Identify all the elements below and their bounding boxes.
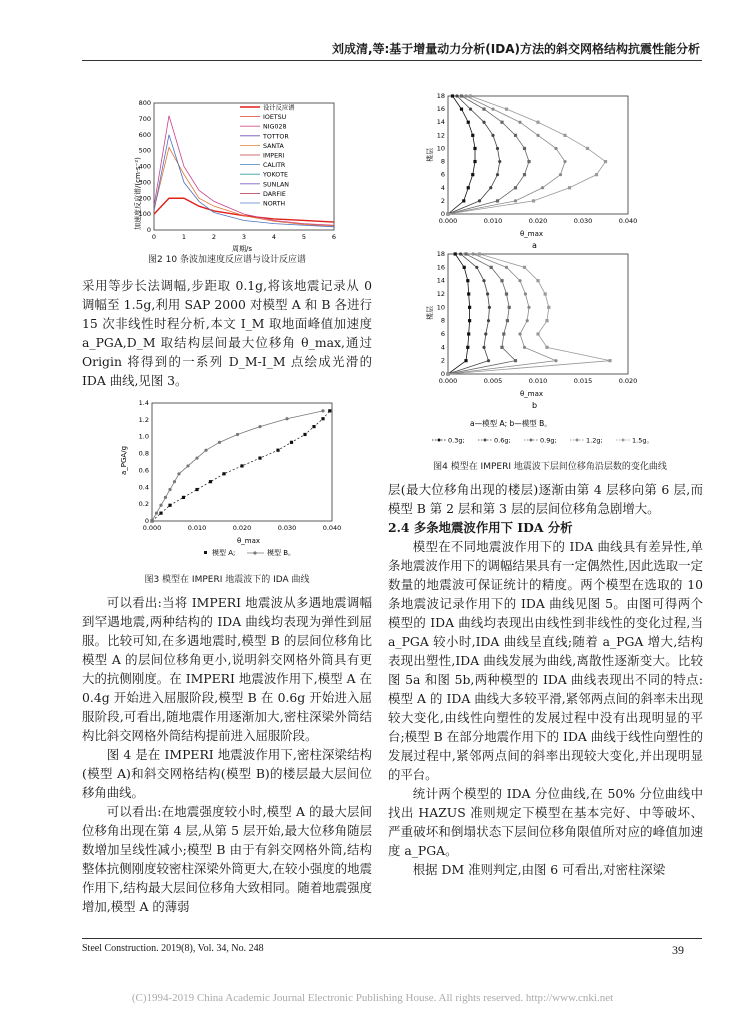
- fig4a-x-tick-1: 0.010: [483, 217, 503, 225]
- fig4b-series-3-pt-9: [472, 252, 475, 255]
- fig4a-series-2-pt-3: [523, 173, 526, 176]
- fig4-sub-a: a: [532, 241, 537, 250]
- fig4a-series-2-pt-9: [460, 94, 463, 97]
- fig4a-series-2-pt-6: [514, 134, 517, 137]
- fig3-y-tick-7: 0: [144, 517, 149, 525]
- paragraph-weak-floor: 层(最大位移角出现的楼层)逐渐由第 4 层移向第 6 层,而模型 B 第 2 层和第 3 层的层间位移角急剧增大。: [388, 482, 703, 516]
- fig2-legend-label-10: NORTH: [263, 200, 286, 208]
- fig4b-series-3-pt-1: [554, 359, 557, 362]
- fig3-series-1: [152, 411, 323, 521]
- fig4a-series-0-pt-2: [467, 186, 470, 189]
- fig4b-series-2-pt-9: [464, 252, 467, 255]
- fig3-series-0-pt-11: [303, 433, 306, 436]
- fig2-legend-label-3: TOTTOR: [263, 133, 289, 141]
- fig2-series-1: [154, 116, 334, 226]
- fig4b-series-1-pt-9: [459, 252, 462, 255]
- fig4b-series-3-pt-7: [518, 279, 521, 282]
- fig4a-series-4-pt-8: [505, 108, 508, 111]
- fig4a-series-4-pt-7: [536, 121, 539, 124]
- fig3-series-0-pt-2: [168, 504, 171, 507]
- fig2-y-tick-3: 500: [138, 146, 151, 155]
- fig4b-series-4-pt-2: [545, 346, 548, 349]
- fig4b-series-0-pt-5: [468, 306, 471, 309]
- fig4a-series-0-pt-5: [473, 147, 476, 150]
- fig4b-y-tick-2: 14: [436, 276, 445, 285]
- fig4a-series-3-pt-1: [514, 199, 517, 202]
- fig4b-series-1: [448, 254, 489, 374]
- fig3-series-0-pt-10: [290, 441, 293, 444]
- fig4-sub-b: b: [532, 401, 538, 410]
- fig2-x-tick-6: 6: [331, 233, 337, 241]
- fig4a-series-0-pt-6: [471, 134, 474, 137]
- fig3-x-tick-0: 0.000: [142, 524, 162, 532]
- paragraph-fig4-intro: 图 4 是在 IMPERI 地震波作用下,密柱深梁结构(模型 A)和斜交网格结构(模型 B)的楼层最大层间位移角曲线。: [82, 747, 372, 800]
- paragraph-fig4-analysis: 可以看出:在地震强度较小时,模型 A 的最大层间位移角出现在第 4 层,从第 5 层开始,最大位移角随层数增加呈线性减小;模型 B 由于有斜交网格外筒,结构整体抗侧刚度较密柱深梁外筒更大,在较小强度的地震作用下,结构最大层间位移角大致相同。随着地震强度增加,模型 A 的薄弱: [82, 804, 372, 914]
- fig4b-series-3-pt-8: [505, 266, 508, 269]
- fig4b-series-1-pt-5: [488, 306, 491, 309]
- fig4b-plot-frame: [448, 254, 628, 374]
- fig4a-y-tick-8: 2: [440, 196, 445, 205]
- fig4b-series-2-pt-2: [500, 346, 503, 349]
- fig3-legend-b: 模型 B。: [267, 549, 296, 557]
- fig3-series-1-pt-1: [155, 512, 158, 515]
- fig3-y-tick-4: 0.6: [138, 466, 149, 475]
- fig4b-series-4-pt-3: [536, 332, 539, 335]
- fig4b-x-tick-1: 0.005: [483, 377, 503, 385]
- fig3-series-1-pt-9: [204, 449, 207, 452]
- fig3-series-0-pt-5: [209, 480, 212, 483]
- fig3-series-0-pt-6: [222, 472, 225, 475]
- fig3-series-1-pt-3: [164, 496, 167, 499]
- fig2-legend-label-7: YOKOTE: [263, 171, 289, 179]
- fig2-y-tick-7: 100: [138, 210, 151, 219]
- fig4-legend-label-0: 0.3g;: [448, 436, 465, 445]
- fig4a-x-tick-0: 0.000: [438, 217, 458, 225]
- figure-3-chart: [112, 395, 344, 570]
- fig3-legend-a: 模型 A;: [212, 549, 236, 557]
- fig4a-series-3-pt-5: [554, 147, 557, 150]
- fig3-series-1-pt-10: [218, 441, 221, 444]
- fig4a-series-1-pt-4: [498, 160, 501, 163]
- fig4a-series-2-pt-8: [482, 108, 485, 111]
- figure-2-chart: [112, 95, 344, 265]
- fig4a-series-0-pt-1: [462, 199, 465, 202]
- fig4a-series-4-pt-9: [469, 94, 472, 97]
- fig2-legend-label-4: SANTA: [263, 142, 284, 150]
- fig4a-y-tick-5: 8: [440, 157, 445, 166]
- fig4a-series-0-pt-8: [460, 108, 463, 111]
- fig3-series-1-pt-8: [195, 456, 198, 459]
- fig4b-series-0-pt-4: [468, 319, 471, 322]
- fig4b-y-tick-6: 6: [440, 330, 445, 338]
- fig4a-series-4-pt-5: [586, 147, 589, 150]
- figure-3: [112, 395, 344, 570]
- section-heading-2-4: 2.4 多条地震波作用下 IDA 分析: [388, 520, 573, 535]
- header-rule: [82, 60, 702, 61]
- paragraph-imperi-ida: 可以看出:当将 IMPERI 地震波从多遇地震调幅到罕遇地震,两种结构的 IDA 曲线均表现为弹性到屈服。比较可知,在多遇地震时,模型 B 的层间位移角比模型 A 的层间位移角更小,说明斜交网格外筒具有更大的抗侧刚度。在 IMPERI 地震波作用下,模型 A 在 0.4g 开始进入屈服阶段,模型 B 在 0.6g 开始进入屈服阶段,可看出,随地震作用逐渐加大,密柱深梁外筒结构比斜交网格外筒结构提前进入屈服阶段。: [82, 595, 372, 743]
- fig4b-y-tick-3: 12: [436, 290, 445, 298]
- fig4b-xlabel: θ_max: [520, 390, 544, 398]
- fig4a-series-2-pt-1: [496, 199, 499, 202]
- fig4a-series-1-pt-3: [496, 173, 499, 176]
- fig2-legend-label-9: DARFIE: [263, 190, 286, 198]
- fig4a-ylabel: 楼层: [426, 148, 434, 162]
- fig2-legend-label-6: CALITR: [263, 162, 286, 170]
- fig4a-series-2-pt-4: [527, 160, 530, 163]
- fig2-series-3: [154, 135, 334, 227]
- fig4a-y-tick-3: 12: [436, 131, 445, 140]
- fig4a-series-0: [448, 96, 475, 214]
- fig4b-y-tick-8: 2: [440, 356, 445, 365]
- fig2-y-tick-6: 200: [138, 194, 151, 203]
- fig3-series-1-pt-14: [321, 409, 324, 412]
- fig4b-ylabel: 楼层: [426, 306, 434, 320]
- fig4b-series-0-pt-9: [454, 252, 457, 255]
- fig4b-series-3-pt-4: [526, 319, 529, 322]
- fig4b-series-1-pt-7: [482, 279, 485, 282]
- fig2-xlabel: 周期/s: [232, 245, 253, 253]
- fig2-y-tick-1: 700: [138, 114, 151, 123]
- fig4a-y-tick-6: 6: [440, 170, 445, 179]
- fig4a-y-tick-7: 4: [440, 183, 445, 192]
- fig3-series-1-pt-13: [285, 417, 288, 420]
- figure-4: [420, 92, 680, 452]
- left-text-block-2: [82, 593, 372, 916]
- fig2-y-tick-0: 800: [138, 99, 151, 107]
- paragraph-dm-criterion: 根据 DM 准则判定,由图 6 可看出,对密柱深梁: [412, 862, 666, 877]
- fig4b-series-2-pt-4: [506, 319, 509, 322]
- fig4b-series-2: [448, 254, 516, 374]
- fig4a-series-3-pt-2: [541, 186, 544, 189]
- fig4b-series-3-pt-3: [518, 332, 521, 335]
- fig3-x-tick-1: 0.010: [187, 524, 207, 532]
- fig3-y-tick-6: 0.2: [138, 500, 149, 509]
- fig2-x-tick-5: 5: [301, 233, 307, 241]
- fig3-legend-marker-b: [253, 551, 256, 554]
- fig4a-series-4-pt-2: [568, 186, 571, 189]
- fig4b-series-0-pt-8: [463, 266, 466, 269]
- fig4b-series-1-pt-1: [487, 359, 490, 362]
- fig4b-series-3-pt-2: [523, 346, 526, 349]
- fig3-ylabel: a_PGA/g: [120, 445, 128, 475]
- fig3-series-0-pt-3: [182, 496, 185, 499]
- fig4b-series-1-pt-8: [475, 266, 478, 269]
- fig4a-y-tick-0: 18: [436, 92, 445, 100]
- fig2-x-tick-3: 3: [241, 233, 247, 241]
- fig3-series-0-pt-8: [258, 456, 261, 459]
- fig4a-series-4-pt-3: [595, 173, 598, 176]
- fig4-legend-label-2: 0.9g;: [540, 436, 557, 445]
- fig4b-x-tick-4: 0.020: [618, 377, 638, 385]
- fig3-series-0-pt-9: [276, 449, 279, 452]
- journal-info: Steel Construction. 2019(8), Vol. 34, No. 248: [82, 943, 264, 954]
- fig3-xlabel: θ_max: [237, 537, 261, 545]
- fig4a-x-tick-3: 0.030: [573, 217, 593, 225]
- fig4a-series-4-pt-1: [532, 199, 535, 202]
- fig4b-series-0: [448, 254, 470, 374]
- fig3-series-1-pt-6: [177, 472, 180, 475]
- fig3-legend: [204, 548, 295, 557]
- fig4b-series-2-pt-6: [505, 292, 508, 295]
- fig4-legend-marker-4: [622, 439, 625, 442]
- fig4b-series-1-pt-3: [484, 332, 487, 335]
- fig4a-series-1-pt-8: [469, 108, 472, 111]
- fig2-y-tick-8: 0: [146, 226, 151, 234]
- fig4a-series-2-pt-5: [523, 147, 526, 150]
- fig4a-y-tick-2: 14: [436, 118, 445, 127]
- fig4-legend-marker-1: [484, 439, 487, 442]
- figure-4-chart: [420, 92, 680, 452]
- fig4a-y-tick-4: 10: [436, 144, 445, 153]
- fig4a-series-3-pt-7: [518, 121, 521, 124]
- fig4a-series-2-pt-7: [500, 121, 503, 124]
- fig4a-x-tick-2: 0.020: [528, 217, 548, 225]
- fig4-legend-marker-2: [530, 439, 533, 442]
- fig4a-series-1-pt-6: [491, 134, 494, 137]
- fig3-series-0-pt-13: [321, 417, 324, 420]
- fig3-series-0-pt-1: [159, 512, 162, 515]
- fig4b-series-0-pt-2: [466, 346, 469, 349]
- fig3-y-tick-0: 1.4: [138, 399, 149, 407]
- fig3-series-1-pt-4: [168, 488, 171, 491]
- figure-2-caption: 图2 10 条波加速度反应谱与设计反应谱: [148, 255, 306, 265]
- fig4a-y-tick-1: 16: [436, 105, 445, 114]
- fig4a-series-2-pt-2: [514, 186, 517, 189]
- fig4b-series-4: [448, 254, 610, 374]
- fig4a-series-0-pt-3: [471, 173, 474, 176]
- fig4b-x-tick-0: 0.000: [438, 377, 458, 385]
- fig4b-y-tick-7: 4: [440, 343, 445, 352]
- fig4b-series-4-pt-5: [547, 306, 550, 309]
- fig4a-series-0-pt-9: [451, 94, 454, 97]
- fig2-legend-label-1: IOETSU: [263, 114, 287, 122]
- page-number: 39: [672, 943, 684, 957]
- fig4b-series-4-pt-4: [545, 319, 548, 322]
- fig2-plot-frame: [154, 103, 334, 230]
- figure-2: [112, 95, 344, 265]
- fig4b-series-1-pt-6: [486, 292, 489, 295]
- fig4a-series-3-pt-9: [464, 94, 467, 97]
- fig4a-series-3-pt-6: [536, 134, 539, 137]
- fig2-x-tick-2: 2: [211, 233, 217, 241]
- fig4b-y-tick-9: 0: [440, 370, 445, 378]
- fig4a-series-1-pt-2: [489, 186, 492, 189]
- fig4b-y-tick-0: 18: [436, 250, 445, 258]
- fig4-sub-note: a—模型 A; b—模型 B。: [470, 419, 552, 428]
- fig4b-series-0-pt-7: [466, 279, 469, 282]
- fig4a-series-3-pt-3: [559, 173, 562, 176]
- right-text-block: [388, 480, 703, 879]
- fig2-y-tick-2: 600: [138, 130, 151, 139]
- paragraph-hazus: 统计两个模型的 IDA 分位曲线,在 50% 分位曲线中找出 HAZUS 准则规定下模型在基本完好、中等破坏、严重破坏和倒塌状态下层间位移角限值所对应的峰值加速度 a_PGA。: [388, 786, 703, 858]
- fig3-x-tick-4: 0.040: [322, 524, 342, 532]
- fig4a-series-4-pt-4: [604, 160, 607, 163]
- fig4b-series-4-pt-0: [446, 372, 449, 375]
- fig4b-series-3-pt-5: [527, 306, 530, 309]
- figure-4-caption: 图4 模型在 IMPERI 地震波下层间位移角沿层数的变化曲线: [433, 462, 667, 472]
- fig4a-series-1: [448, 96, 500, 214]
- fig3-series-1-pt-0: [150, 519, 153, 522]
- fig2-legend-label-2: NIG028: [263, 123, 287, 131]
- fig4a-xlabel: θ_max: [520, 230, 544, 238]
- fig4a-y-tick-9: 0: [440, 210, 445, 218]
- fig3-y-tick-5: 0.4: [138, 483, 149, 492]
- fig3-series-1-pt-11: [236, 433, 239, 436]
- fig4b-series-0-pt-6: [467, 292, 470, 295]
- fig4b-series-2-pt-1: [514, 359, 517, 362]
- fig2-x-tick-0: 0: [151, 233, 157, 241]
- fig4b-x-tick-3: 0.015: [573, 377, 593, 385]
- fig4b-series-4-pt-6: [544, 292, 547, 295]
- fig2-series-0: [154, 198, 334, 222]
- fig3-y-tick-2: 1.0: [138, 432, 149, 441]
- fig4-legend-marker-0: [438, 439, 441, 442]
- running-header: 刘成清,等:基于增量动力分析(IDA)方法的斜交网格结构抗震性能分析: [331, 42, 700, 56]
- fig4b-series-4-pt-9: [478, 252, 481, 255]
- fig4a-series-3-pt-8: [491, 108, 494, 111]
- fig4b-y-tick-1: 16: [436, 263, 445, 272]
- fig3-series-1-pt-7: [186, 464, 189, 467]
- fig2-y-tick-5: 300: [138, 178, 151, 187]
- fig3-series-0-pt-14: [328, 409, 331, 412]
- fig3-series-0-pt-7: [240, 464, 243, 467]
- fig2-legend-label-0: 设计反应谱: [263, 104, 295, 112]
- fig2-y-tick-4: 400: [138, 162, 151, 171]
- fig4b-series-4-pt-7: [536, 279, 539, 282]
- fig3-series-0-pt-4: [195, 488, 198, 491]
- fig4-legend-label-1: 0.6g;: [494, 436, 511, 445]
- fig3-series-1-pt-12: [258, 425, 261, 428]
- fig4b-series-2-pt-3: [502, 332, 505, 335]
- fig4b-series-2-pt-8: [490, 266, 493, 269]
- fig4a-series-0-pt-7: [467, 121, 470, 124]
- fig4b-y-tick-4: 10: [436, 303, 445, 312]
- fig3-plot-frame: [152, 403, 332, 521]
- fig3-series-1-pt-2: [159, 504, 162, 507]
- fig4b-y-tick-5: 8: [440, 316, 445, 325]
- fig4b-series-4-pt-1: [608, 359, 611, 362]
- fig4b-series-2-pt-7: [500, 279, 503, 282]
- paragraph-multi-wave: 模型在不同地震波作用下的 IDA 曲线具有差异性,单条地震波作用下的调幅结果具有一定偶然性,因此选取一定数量的地震波可保证统计的精度。两个模型在选取的 10 条地震波记录作用下的 IDA 曲线见图 5。由图可得两个模型的 IDA 曲线均表现出由线性到非线性的变化过程,当 a_PGA 较小时,IDA 曲线呈直线;随着 a_PGA 增大,结构表现出塑性,IDA 曲线发展为曲线,离散性逐渐变大。比较图 5a 和图 5b,两种模型的 IDA 曲线表现出不同的特点:模型 A 的 IDA 曲线大多较平滑,紧邻两点间的斜率未出现较大变化,由线性向塑性的发展过程中没有出现明显的平台;模型 B 在部分地震作用下的 IDA 曲线于线性向塑性的发展过程中,紧邻两点间的斜率出现较大变化,并出现明显的平台。: [388, 539, 703, 782]
- fig3-y-tick-1: 1.2: [138, 415, 149, 424]
- fig3-series-1-pt-5: [173, 480, 176, 483]
- fig4-legend-marker-3: [576, 439, 579, 442]
- fig4b-series-4-pt-8: [523, 266, 526, 269]
- fig4b-series-3: [448, 254, 556, 374]
- fig4a-series-1-pt-5: [496, 147, 499, 150]
- fig2-legend-label-5: IMPERI: [263, 152, 285, 160]
- fig4b-x-tick-2: 0.010: [528, 377, 548, 385]
- fig4a-series-1-pt-9: [455, 94, 458, 97]
- fig3-series-0-pt-12: [312, 425, 315, 428]
- fig3-x-tick-3: 0.030: [277, 524, 297, 532]
- fig2-x-tick-4: 4: [271, 233, 277, 241]
- fig4b-series-2-pt-5: [508, 306, 511, 309]
- fig2-ylabel: 加速度反应谱/(cm·s⁻²): [134, 157, 142, 230]
- fig2-x-tick-1: 1: [181, 233, 187, 241]
- paragraph-ida-method: 采用等步长法调幅,步距取 0.1g,将该地震记录从 0 调幅至 1.5g,利用 SAP 2000 对模型 A 和 B 各进行 15 次非线性时程分析,本文 I_M 取地面峰值加速度 a_PGA,D_M 取结构层间最大位移角 θ_max,通过 Origin 将得到的一系列 D_M-I_M 点绘成光滑的 IDA 曲线,见图 3。: [82, 278, 372, 388]
- fig4b-series-1-pt-4: [487, 319, 490, 322]
- fig3-legend-marker-a: [204, 551, 207, 554]
- figure-3-caption: 图3 模型在 IMPERI 地震波下的 IDA 曲线: [144, 575, 310, 585]
- fig4-legend-label-4: 1.5g。: [632, 436, 653, 445]
- fig4b-series-1-pt-2: [482, 346, 485, 349]
- fig4a-x-tick-4: 0.040: [618, 217, 638, 225]
- fig4b-series-0-pt-3: [467, 332, 470, 335]
- fig4a-series-3-pt-4: [563, 160, 566, 163]
- footer-rule: [82, 938, 702, 939]
- fig4b-series-3-pt-6: [524, 292, 527, 295]
- left-text-block-1: [82, 276, 372, 390]
- fig4a-series-0-pt-4: [473, 160, 476, 163]
- fig3-x-tick-2: 0.020: [232, 524, 252, 532]
- fig2-legend-label-8: SUNLAN: [263, 181, 289, 189]
- fig4a-series-1-pt-7: [482, 121, 485, 124]
- fig4a-series-1-pt-1: [478, 199, 481, 202]
- fig4a-series-4-pt-6: [563, 134, 566, 137]
- fig4-legend-label-3: 1.2g;: [586, 436, 603, 445]
- copyright-line: (C)1994-2019 China Academic Journal Electronic Publishing House. All rights reserved. http://www.cnki.net: [131, 992, 614, 1004]
- fig4b-series-0-pt-1: [464, 359, 467, 362]
- fig4a-series-4-pt-0: [446, 212, 449, 215]
- fig3-y-tick-3: 0.8: [138, 449, 149, 458]
